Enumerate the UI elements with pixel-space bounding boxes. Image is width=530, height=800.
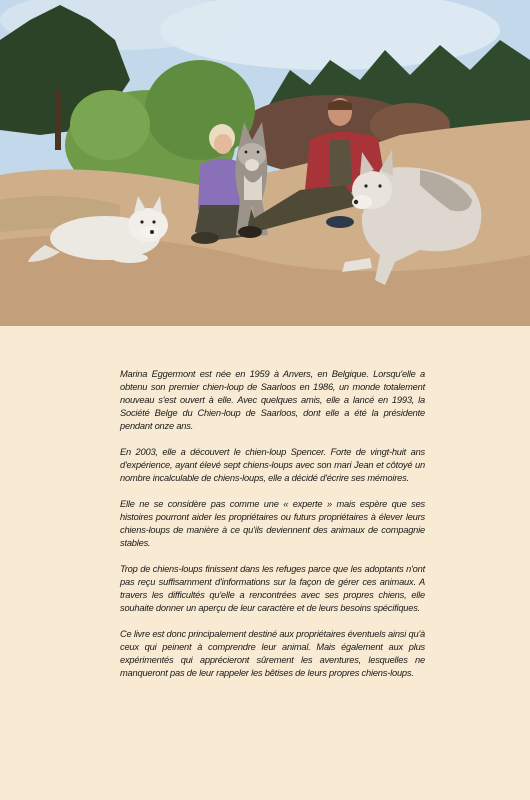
bio-paragraph-4: Trop de chiens-loups finissent dans les refuges parce que les adoptants n'ont pas reçu suffisamment d'informations sur la façon de gérer ces animaux. A travers les difficultés qu'elle a rencontrées avec ses propres chiens, elle souhaite donner un aperçu de leur caractère et de leurs besoins spécifiques. xyxy=(120,564,425,613)
author-biography xyxy=(120,368,425,693)
bio-paragraph-2: En 2003, elle a découvert le chien-loup Spencer. Forte de vingt-huit ans d'expérience, ayant élevé sept chiens-loups avec son mari Jean et côtoyé un nombre incalculable de chiens-loups, elle a décidé d'écrire ses mémoires. xyxy=(120,447,425,483)
bio-paragraph-1: Marina Eggermont est née en 1959 à Anvers, en Belgique. Lorsqu'elle a obtenu son premier chien-loup de Saarloos en 1986, un monde totalement nouveau s'est ouvert à elle. Avec quelques amis, elle a lancé en 1993, la Société Belge du Chien-loup de Saarloos, dont elle a été la présidente pendant onze ans. xyxy=(120,369,425,431)
young-pine xyxy=(145,60,255,160)
bio-paragraph-5: Ce livre est donc principalement destiné aux propriétaires éventuels ainsi qu'à ceux qui peinent à comprendre leur animal. Mais également aux plus expérimentés qui apprécieront sûrement les aventures, lesquelles ne manqueront pas de leur rappeler les bêtises de leurs propres chiens-loups. xyxy=(120,629,425,678)
tree-trunk xyxy=(55,90,61,150)
cover-photo xyxy=(0,0,530,326)
photo-illustration xyxy=(0,0,530,326)
bio-paragraph-3: Elle ne se considère pas comme une « experte » mais espère que ses histoires pourront aider les propriétaires ou futurs propriétaires à élever leurs chiens-loups de manière à ce qu'ils deviennent des animaux de compagnie stables. xyxy=(120,499,425,548)
young-pine xyxy=(70,90,150,160)
